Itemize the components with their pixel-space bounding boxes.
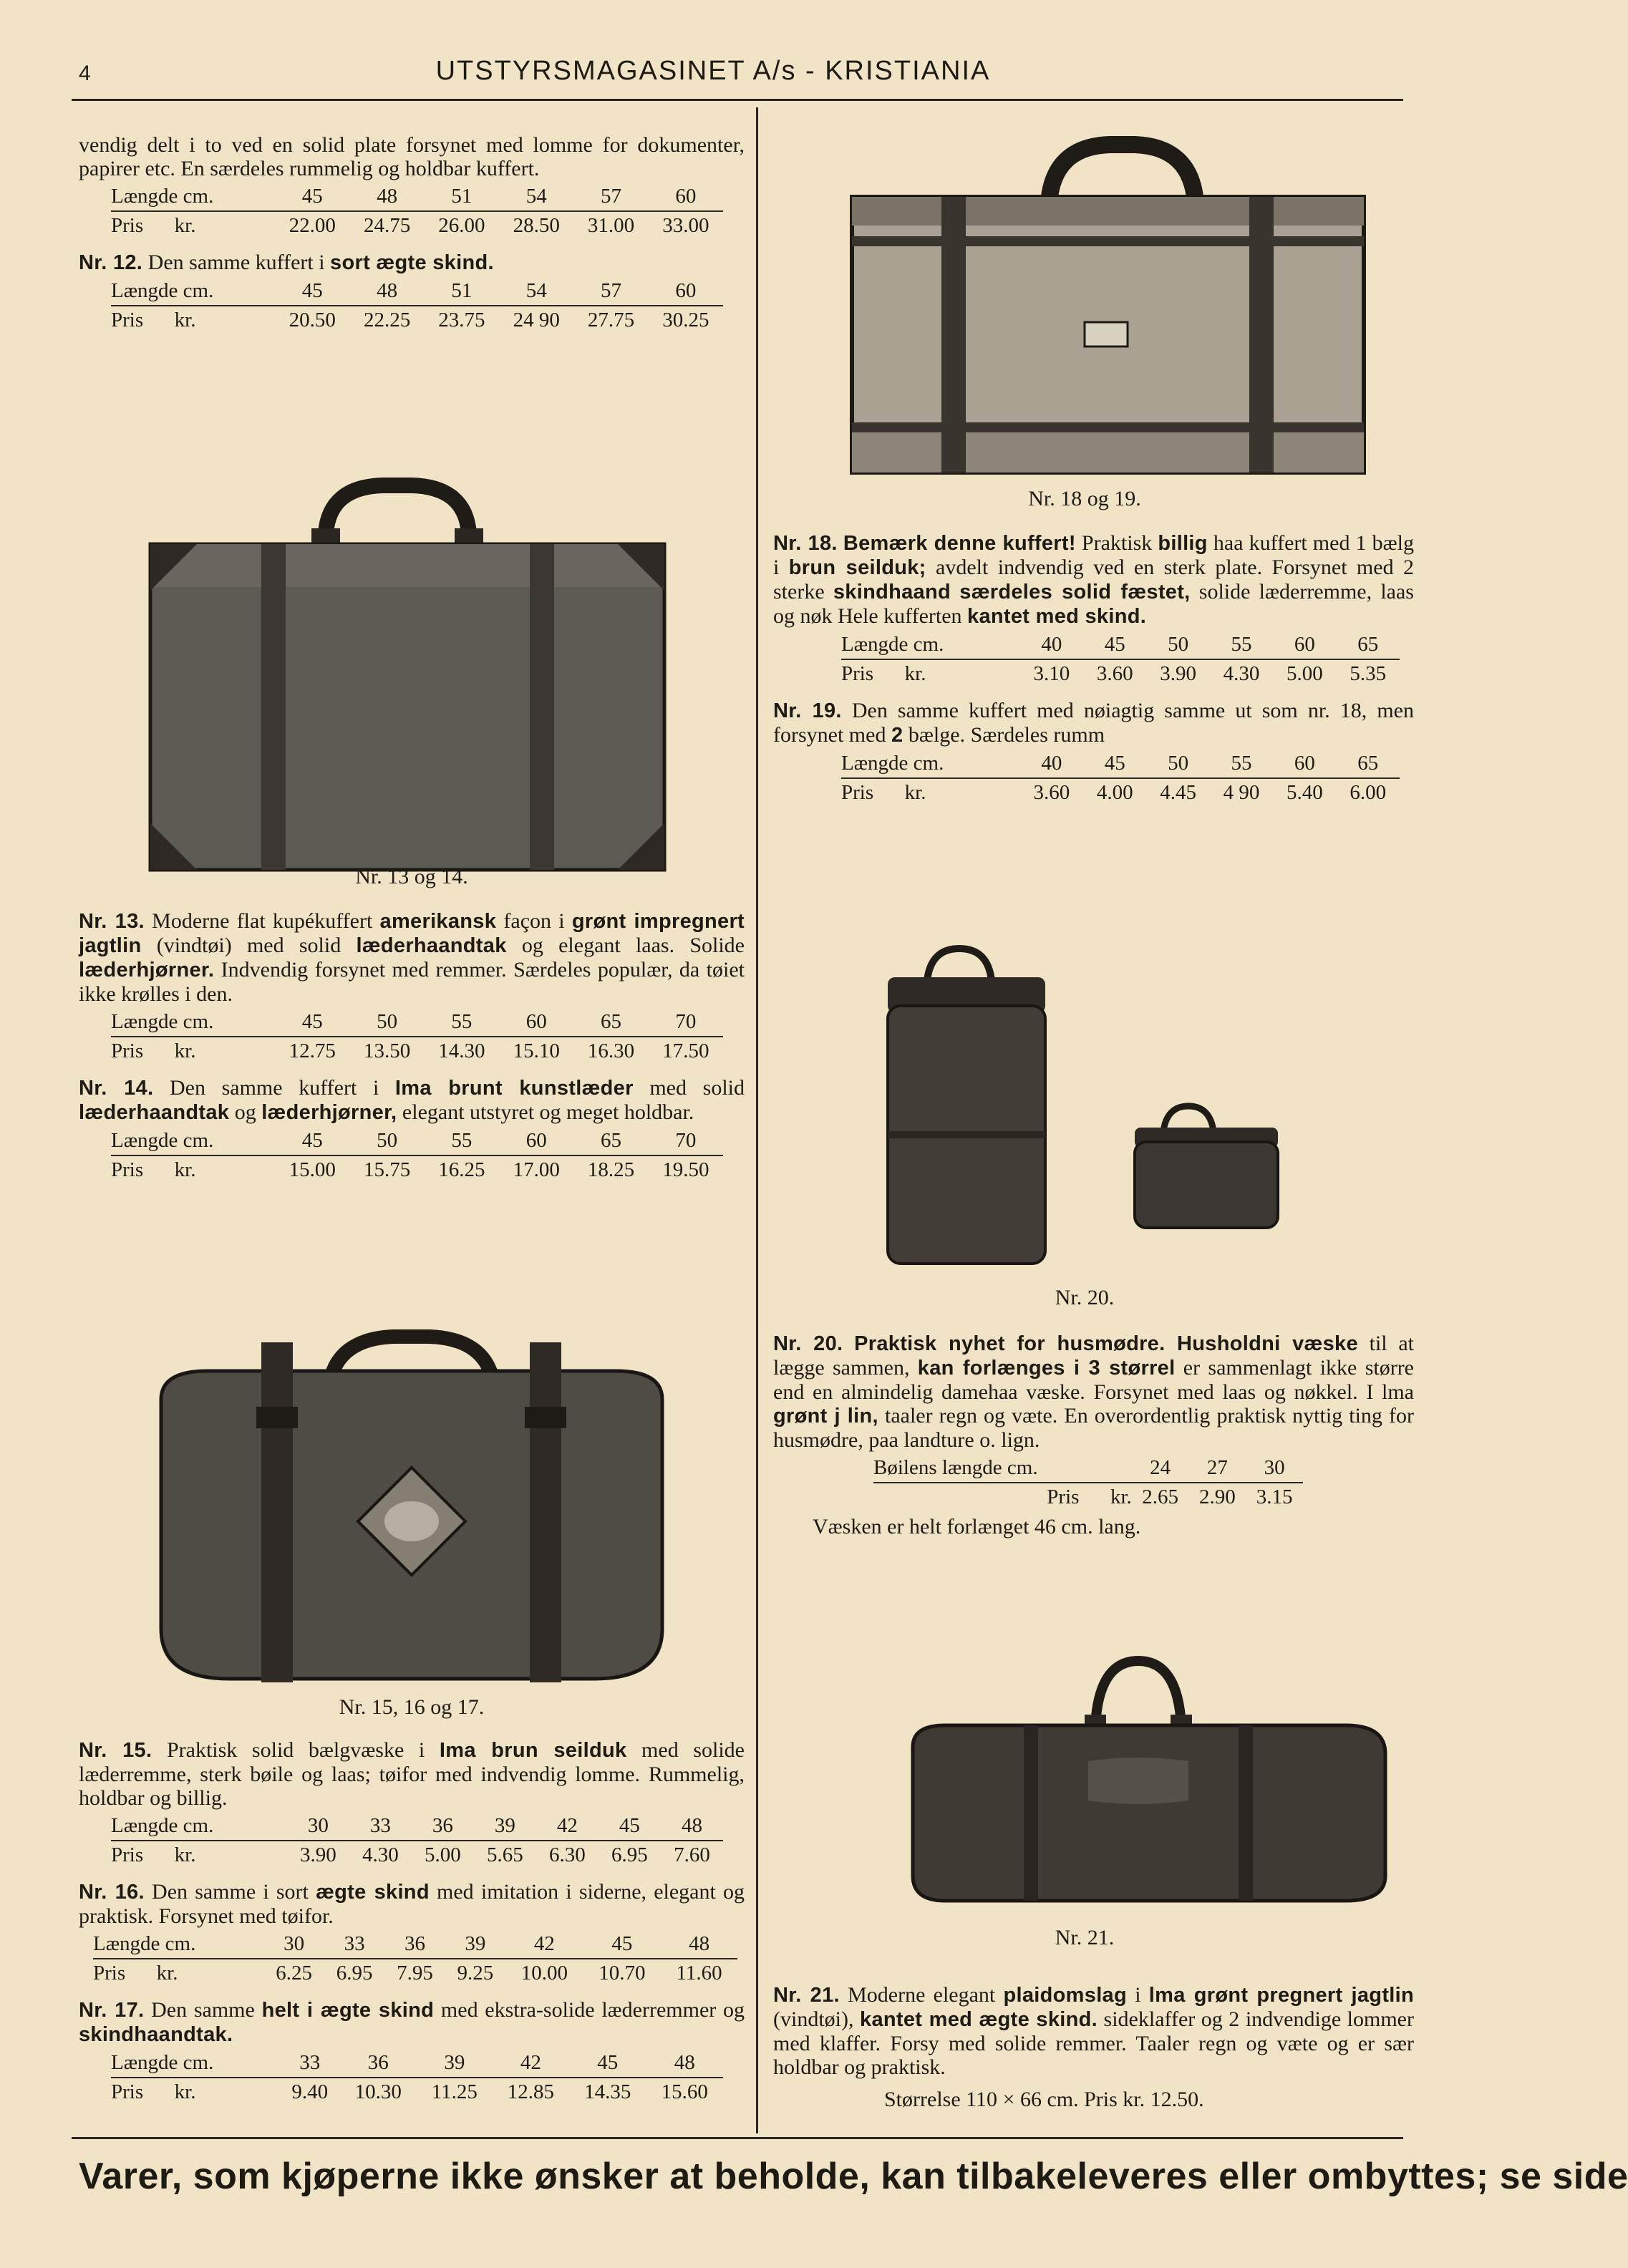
right-top-block [773, 531, 1414, 805]
caption-nr18-19: Nr. 18 og 19. [1028, 487, 1141, 510]
right-middle-block [773, 1332, 1414, 1538]
suitcase-18-19-illustration [848, 129, 1371, 480]
suitcase-13-14-illustration [147, 472, 669, 873]
nr21-size-price: Størrelse 110 × 66 cm. Pris kr. 12.50. [884, 2088, 1204, 2111]
caption-nr21: Nr. 21. [1055, 1926, 1115, 1949]
header-rule [72, 99, 1403, 101]
page-number: 4 [79, 62, 91, 85]
item-nr18: Nr. 18. Bemærk denne kuffert! Praktisk billig haa kuffert med 1 bælg i brun seilduk; avdelt indvendig ved en sterk plate. Forsynet med 2 sterke skindhaand særdeles solid fæstet, solide læderremme, laas og nøk Hele kufferten kantet med skind. [773, 531, 1414, 628]
item-nr20: Nr. 20. Praktisk nyhet for husmødre. Husholdni væske til at lægge sammen, kan forlænges i 3 størrel er sammenlagt ikke større end en almindelig damehaa væske. Forsynet med laas og nøkkel. I lma grønt j lin, taaler regn og væte. En overordentlig praktisk nyttig ting for husmødre, paa landture o. lign. [773, 1332, 1414, 1452]
caption-nr15-17: Nr. 15, 16 og 17. [339, 1695, 485, 1719]
column-divider [756, 107, 758, 2133]
price-table-15: Længde cm. 30 33 36 39 42 45 48 Pris kr. 3.90 4.30 5.00 5.65 6.30 6.95 7.60 [111, 1814, 723, 1867]
handbag-20-illustration [881, 945, 1396, 1274]
price-table-13: Længde cm. 45 50 55 60 65 70 Pris kr. 12.75 13.50 14.30 15.10 16.30 17.50 [111, 1010, 723, 1063]
price-table-20: Bøilens længde cm. 24 27 30 Pris kr. 2.65 2.90 3.15 [873, 1456, 1303, 1509]
item-nr17: Nr. 17. Den samme helt i ægte skind med ekstra-solide læderremmer og skindhaandtak. [79, 1998, 745, 2046]
caption-nr13-14: Nr. 13 og 14. [355, 865, 468, 888]
bottom-rule [72, 2137, 1403, 2139]
item-nr13: Nr. 13. Moderne flat kupékuffert amerikansk façon i grønt impregnert jagtlin (vindtøi) med solid læderhaandtak og elegant laas. Solide læderhjørner. Indvendig forsynet med remmer. Særdeles populær, da tøiet ikke krølles i den. [79, 909, 745, 1006]
price-table-19: Længde cm. 40 45 50 55 60 65 Pris kr. 3.60 4.00 4.45 4 90 5.40 6.00 [841, 752, 1400, 805]
item-nr12: Nr. 12. Den samme kuffert i sort ægte skind. [79, 251, 494, 274]
bag-15-17-illustration [150, 1328, 673, 1686]
item-nr15: Nr. 15. Praktisk solid bælgvæske i Ima brun seilduk med solide læderremme, sterk bøile og laas; tøifor med indvendig lomme. Rummelig, holdbar og billig. [79, 1738, 745, 1810]
price-table-14: Længde cm. 45 50 55 60 65 70 Pris kr. 15.00 15.75 16.25 17.00 18.25 19.50 [111, 1129, 723, 1182]
price-table-16: Længde cm. 30 33 36 39 42 45 48 Pris kr. 6.25 6.95 7.95 9.25 10.00 10.70 11.60 [93, 1932, 737, 1985]
footer-notice: Varer, som kjøperne ikke ønsker at beholde, kan tilbakeleveres eller ombyttes; se side [79, 2156, 1628, 2197]
page-header-title: UTSTYRSMAGASINET A/s - KRISTIANIA [435, 56, 991, 86]
plaid-roll-21-illustration [902, 1647, 1396, 1919]
right-bottom-block [773, 1983, 1414, 2111]
price-table-11: Længde cm. 45 48 51 54 57 60 Pris kr. 22.00 24.75 26.00 28.50 31.00 33.00 [111, 185, 723, 238]
item-nr21: Nr. 21. Moderne elegant plaidomslag i lma grønt pregnert jagtlin (vindtøi), kantet med ægte skind. sideklaffer og 2 indvendige lommer med klaffer. Forsy med solide remmer. Taaler regn og væte og er sær holdbar og praktisk. [773, 1983, 1415, 2079]
nr20-note: Væsken er helt forlænget 46 cm. lang. [813, 1515, 1141, 1538]
intro-paragraph: vendig delt i to ved en solid plate forsynet med lomme for dokumenter, papirer etc. En særdeles rummelig og holdbar kuffert. [79, 133, 745, 180]
price-table-12: Længde cm. 45 48 51 54 57 60 Pris kr. 20.50 22.25 23.75 24 90 27.75 30.25 [111, 279, 723, 332]
price-table-18: Længde cm. 40 45 50 55 60 65 Pris kr. 3.10 3.60 3.90 4.30 5.00 5.35 [841, 633, 1400, 686]
item-nr16: Nr. 16. Den samme i sort ægte skind med imitation i siderne, elegant og praktisk. Forsynet med tøifor. [79, 1880, 745, 1928]
left-middle-block [79, 909, 745, 1182]
price-table-17: Længde cm. 33 36 39 42 45 48 Pris kr. 9.40 10.30 11.25 12.85 14.35 15.60 [111, 2051, 723, 2104]
left-bottom-block [79, 1738, 745, 2104]
item-nr14: Nr. 14. Den samme kuffert i Ima brunt kunstlæder med solid læderhaandtak og læderhjørner, elegant utstyret og meget holdbar. [79, 1076, 745, 1124]
left-top-block [79, 133, 745, 332]
caption-nr20: Nr. 20. [1055, 1286, 1115, 1309]
item-nr19: Nr. 19. Den samme kuffert med nøiagtig samme ut som nr. 18, men forsynet med 2 bælge. Særdeles rumm [773, 699, 1415, 747]
